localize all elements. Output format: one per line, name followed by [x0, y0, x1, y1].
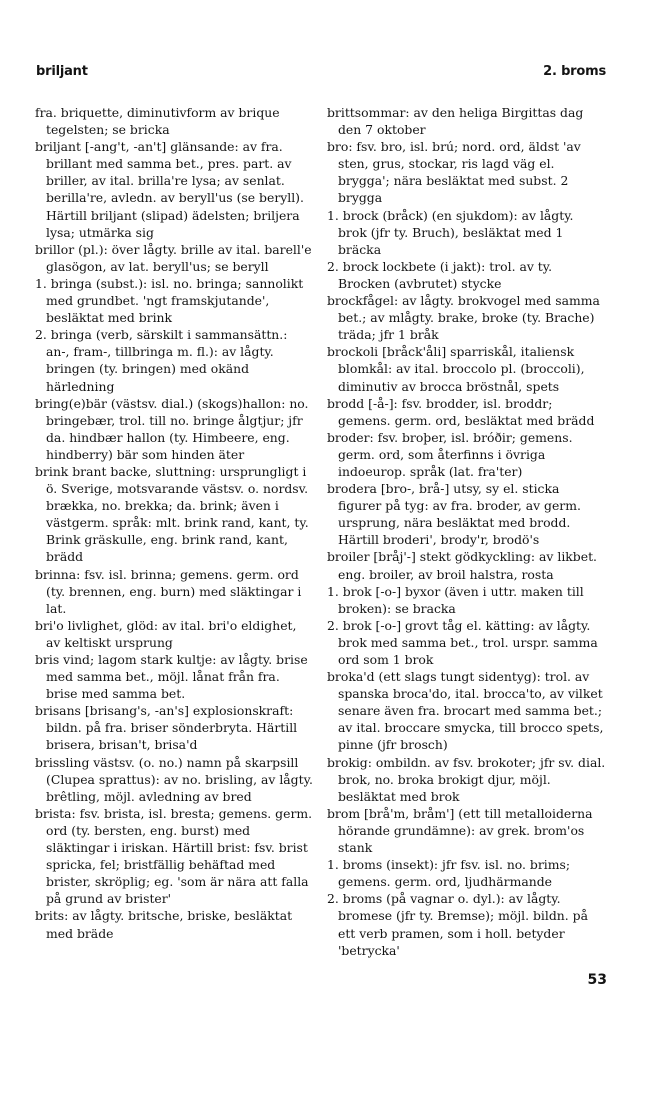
entry-bro: bro: fsv. bro, isl. brú; nord. ord, äldst 'av sten, grus, stockar, ris lagd väg el. brygga'; nära besläktat med subst. 2 brygga: [327, 139, 581, 206]
entry-brodd: brodd [-å-]: fsv. brodder, isl. broddr; gemens. germ. ord, besläktat med brädd: [327, 395, 595, 428]
column-right: [327, 104, 606, 959]
entry-briljant: briljant [-ang't, -an't] glänsande: av fra. brillant med samma bet., pres. part. av briller, av ital. brilla're lysa; av senlat. berilla're, avledn. av beryll'us (se beryll). Härtill briljant (slipad) ädelsten; briljera lysa; utmärka sig: [35, 139, 304, 240]
entry-2-brok: 2. brok [-o-] grovt tåg el. kätting: av lågty. brok med samma bet., trol. urspr. samma ord som 1 brok: [327, 617, 598, 667]
entry-brisans: brisans [brisang's, -an's] explosionskraft: bildn. på fra. briser sönderbryta. Härtill brisera, brisan't, brisa'd: [35, 703, 298, 753]
entry-1-brok: 1. brok [-o-] byxor (även i uttr. maken till broken): se bracka: [327, 583, 584, 616]
entry-2-bringa: 2. bringa (verb, särskilt i sammansättn.: an-, fram-, tillbringa m. fl.): av lågty. bringen (ty. bringen) med okänd härledning: [35, 327, 288, 394]
entry-brodera: brodera [bro-, brå-] utsy, sy el. sticka figurer på tyg: av fra. broder, av germ. ursprung, nära besläktat med brodd. Härtill broderi', brody'r, brodö's: [327, 481, 581, 548]
entry-brockoli: brockoli [bråck'åli] sparriskål, italiensk blomkål: av ital. broccolo pl. (broccoli), diminutiv av brocca bröstnål, spets: [327, 344, 585, 394]
entry-2-brock: 2. brock lockbete (i jakt): trol. av ty. Brocken (avbrutet) stycke: [327, 258, 553, 291]
entry-brinna: brinna: fsv. isl. brinna; gemens. germ. ord (ty. brennen, eng. burn) med släktingar i lat.: [35, 566, 302, 616]
entry-brittsommar: brittsommar: av den heliga Birgittas dag den 7 oktober: [327, 105, 584, 138]
running-head-right: 2. broms: [543, 64, 606, 79]
running-head-left: briljant: [36, 64, 88, 79]
page-number: 53: [587, 972, 607, 988]
entry-briquette-cont: fra. briquette, diminutivform av brique tegelsten; se bricka: [35, 105, 280, 138]
entry-brokig: brokig: ombildn. av fsv. brokoter; jfr sv. dial. brok, no. broka brokigt djur, möjl. besläktat med brok: [327, 754, 606, 804]
entry-brockfagel: brockfågel: av lågty. brokvogel med samma bet.; av mlågty. brake, broke (ty. Brache) träda; jfr 1 bråk: [327, 293, 600, 343]
entry-brokad: broka'd (ett slags tungt sidentyg): trol. av spanska broca'do, ital. brocca'to, av vilket senare även fra. brocart med samma bet.; av ital. broccare smycka, till brocco spets, pinne (jfr brosch): [327, 669, 604, 753]
entry-1-broms: 1. broms (insekt): jfr fsv. isl. no. brims; gemens. germ. ord, ljudhärmande: [327, 857, 571, 890]
entry-1-bringa: 1. bringa (subst.): isl. no. bringa; sannolikt med grundbet. 'ngt framskjutande', besläktat med brink: [35, 275, 304, 326]
entry-1-brock: 1. brock (bråck) (en sjukdom): av lågty. brok (jfr ty. Bruch), besläktat med 1 bräcka: [327, 207, 574, 257]
entry-broder: broder: fsv. broþer, isl. bróðir; gemens. germ. ord, som återfinns i övriga indoeurop. språk (lat. fra'ter): [327, 429, 573, 479]
entry-brom: brom [brå'm, bråm'] (ett till metalloiderna hörande grundämne): av grek. brom'os stank: [327, 805, 593, 856]
entry-bringebar: bring(e)bär (västsv. dial.) (skogs)hallon: no. bringebær, trol. till no. bringe ålgtjur; jfr da. hindbær hallon (ty. Himbeere, eng. hindberry) bär som hinden äter: [35, 395, 309, 462]
entry-broiler: broiler [bråj'-] stekt gödkyckling: av likbet. eng. broiler, av broil halstra, rosta: [327, 549, 597, 582]
entry-bris: bris vind; lagom stark kultje: av lågty. brise med samma bet., möjl. lånat från fra. brise med samma bet.: [35, 652, 308, 702]
entry-brink: brink brant backe, sluttning: ursprungligt i ö. Sverige, motsvarande västsv. o. nordsv. brækka, no. brekka; da. brink; även i västgerm. språk: mlt. brink rand, kant, ty. Brink gräskulle, eng. brink rand, kant, brädd: [35, 463, 309, 565]
entry-brio: bri'o livlighet, glöd: av ital. bri'o eldighet, av keltiskt ursprung: [35, 617, 297, 650]
column-left: [35, 104, 314, 942]
entry-brillor: brillor (pl.): över lågty. brille av ital. barell'e glasögon, av lat. beryll'us; se beryll: [35, 241, 312, 274]
entry-2-broms: 2. broms (på vagnar o. dyl.): av lågty. bromese (jfr ty. Bremse); möjl. bildn. på ett verb pramen, som i holl. betyder 'betrycka': [327, 891, 588, 958]
entry-brits: brits: av lågty. britsche, briske, besläktat med bräde: [35, 908, 293, 941]
entry-brissling: brissling västsv. (o. no.) namn på skarpsill (Clupea sprattus): av no. brisling, av lågty. brêtling, möjl. avledning av bred: [35, 754, 313, 804]
entry-brista: brista: fsv. brista, isl. bresta; gemens. germ. ord (ty. bersten, eng. burst) med släktingar i iriskan. Härtill brist: fsv. brist spricka, fel; bristfällig behäftad med brister, skröplig; eg. 'som är nära att falla på grund av brister': [35, 805, 313, 907]
